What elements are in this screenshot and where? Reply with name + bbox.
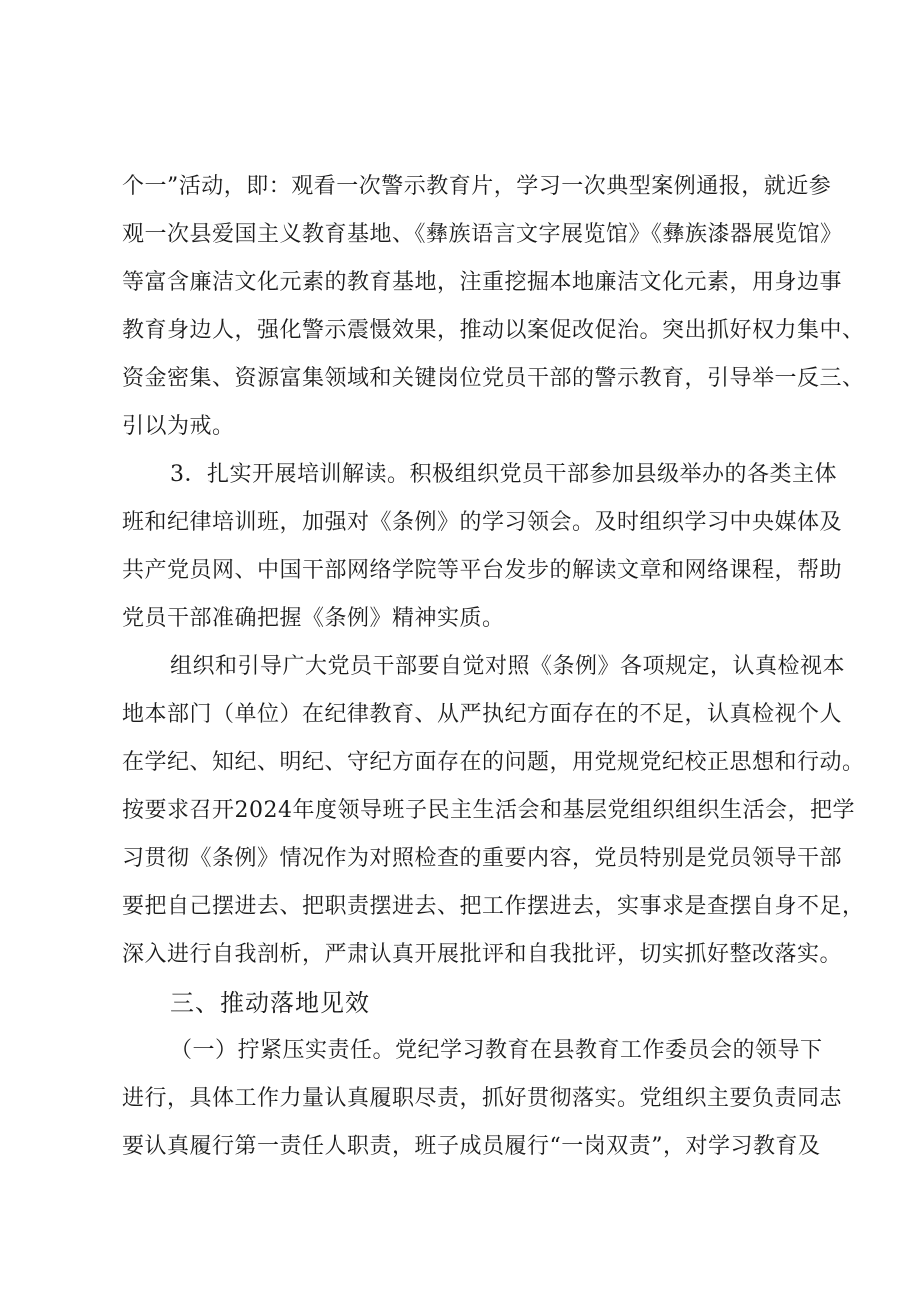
paragraph-2-line-1: 3．扎实开展培训解读。积极组织党员干部参加县级举办的各类主体 [170, 462, 837, 487]
paragraph-2-line-4: 党员干部准确把握《条例》精神实质。 [122, 606, 505, 631]
paragraph-4-line-3: 要认真履行第一责任人职责，班子成员履行“一岗双责”，对学习教育及 [122, 1134, 821, 1159]
paragraph-1-line-5: 资金密集、资源富集领域和关键岗位党员干部的警示教育，引导举一反三、 [122, 366, 865, 391]
paragraph-3-line-5: 习贯彻《条例》情况作为对照检查的重要内容，党员特别是党员领导干部 [122, 846, 843, 871]
paragraph-1-line-3: 等富含廉洁文化元素的教育基地，注重挖掘本地廉洁文化元素，用身边事 [122, 270, 843, 295]
paragraph-3-line-1: 组织和引导广大党员干部要自觉对照《条例》各项规定，认真检视本 [170, 654, 846, 679]
section-heading: 三、推动落地见效 [170, 989, 370, 1017]
paragraph-2-line-2: 班和纪律培训班，加强对《条例》的学习领会。及时组织学习中央媒体及 [122, 510, 843, 535]
paragraph-1-line-4: 教育身边人，强化警示震慑效果，推动以案促改促治。突出抓好权力集中、 [122, 318, 865, 343]
paragraph-3-line-3: 在学纪、知纪、明纪、守纪方面存在的问题，用党规党纪校正思想和行动。 [122, 750, 865, 775]
paragraph-3-line-4: 按要求召开2024年度领导班子民主生活会和基层党组织组织生活会，把学 [122, 798, 855, 823]
paragraph-1-line-1: 个一”活动，即：观看一次警示教育片，学习一次典型案例通报，就近参 [122, 174, 832, 199]
paragraph-3-line-2: 地本部门（单位）在纪律教育、从严执纪方面存在的不足，认真检视个人 [122, 702, 843, 727]
paragraph-4-line-1: （一）拧紧压实责任。党纪学习教育在县教育工作委员会的领导下 [170, 1038, 823, 1063]
paragraph-3-line-7: 深入进行自我剖析，严肃认真开展批评和自我批评，切实抓好整改落实。 [122, 942, 843, 967]
paragraph-2-line-3: 共产党员网、中国干部网络学院等平台发步的解读文章和网络课程，帮助 [122, 558, 843, 583]
paragraph-4-line-2: 进行，具体工作力量认真履职尽责，抓好贯彻落实。党组织主要负责同志 [122, 1086, 843, 1111]
paragraph-3-line-6: 要把自己摆进去、把职责摆进去、把工作摆进去，实事求是查摆自身不足， [122, 894, 865, 919]
paragraph-1-line-6: 引以为戒。 [122, 414, 235, 439]
paragraph-1-line-2: 观一次县爱国主义教育基地、《彝族语言文字展览馆》《彝族漆器展览馆》 [122, 222, 843, 247]
